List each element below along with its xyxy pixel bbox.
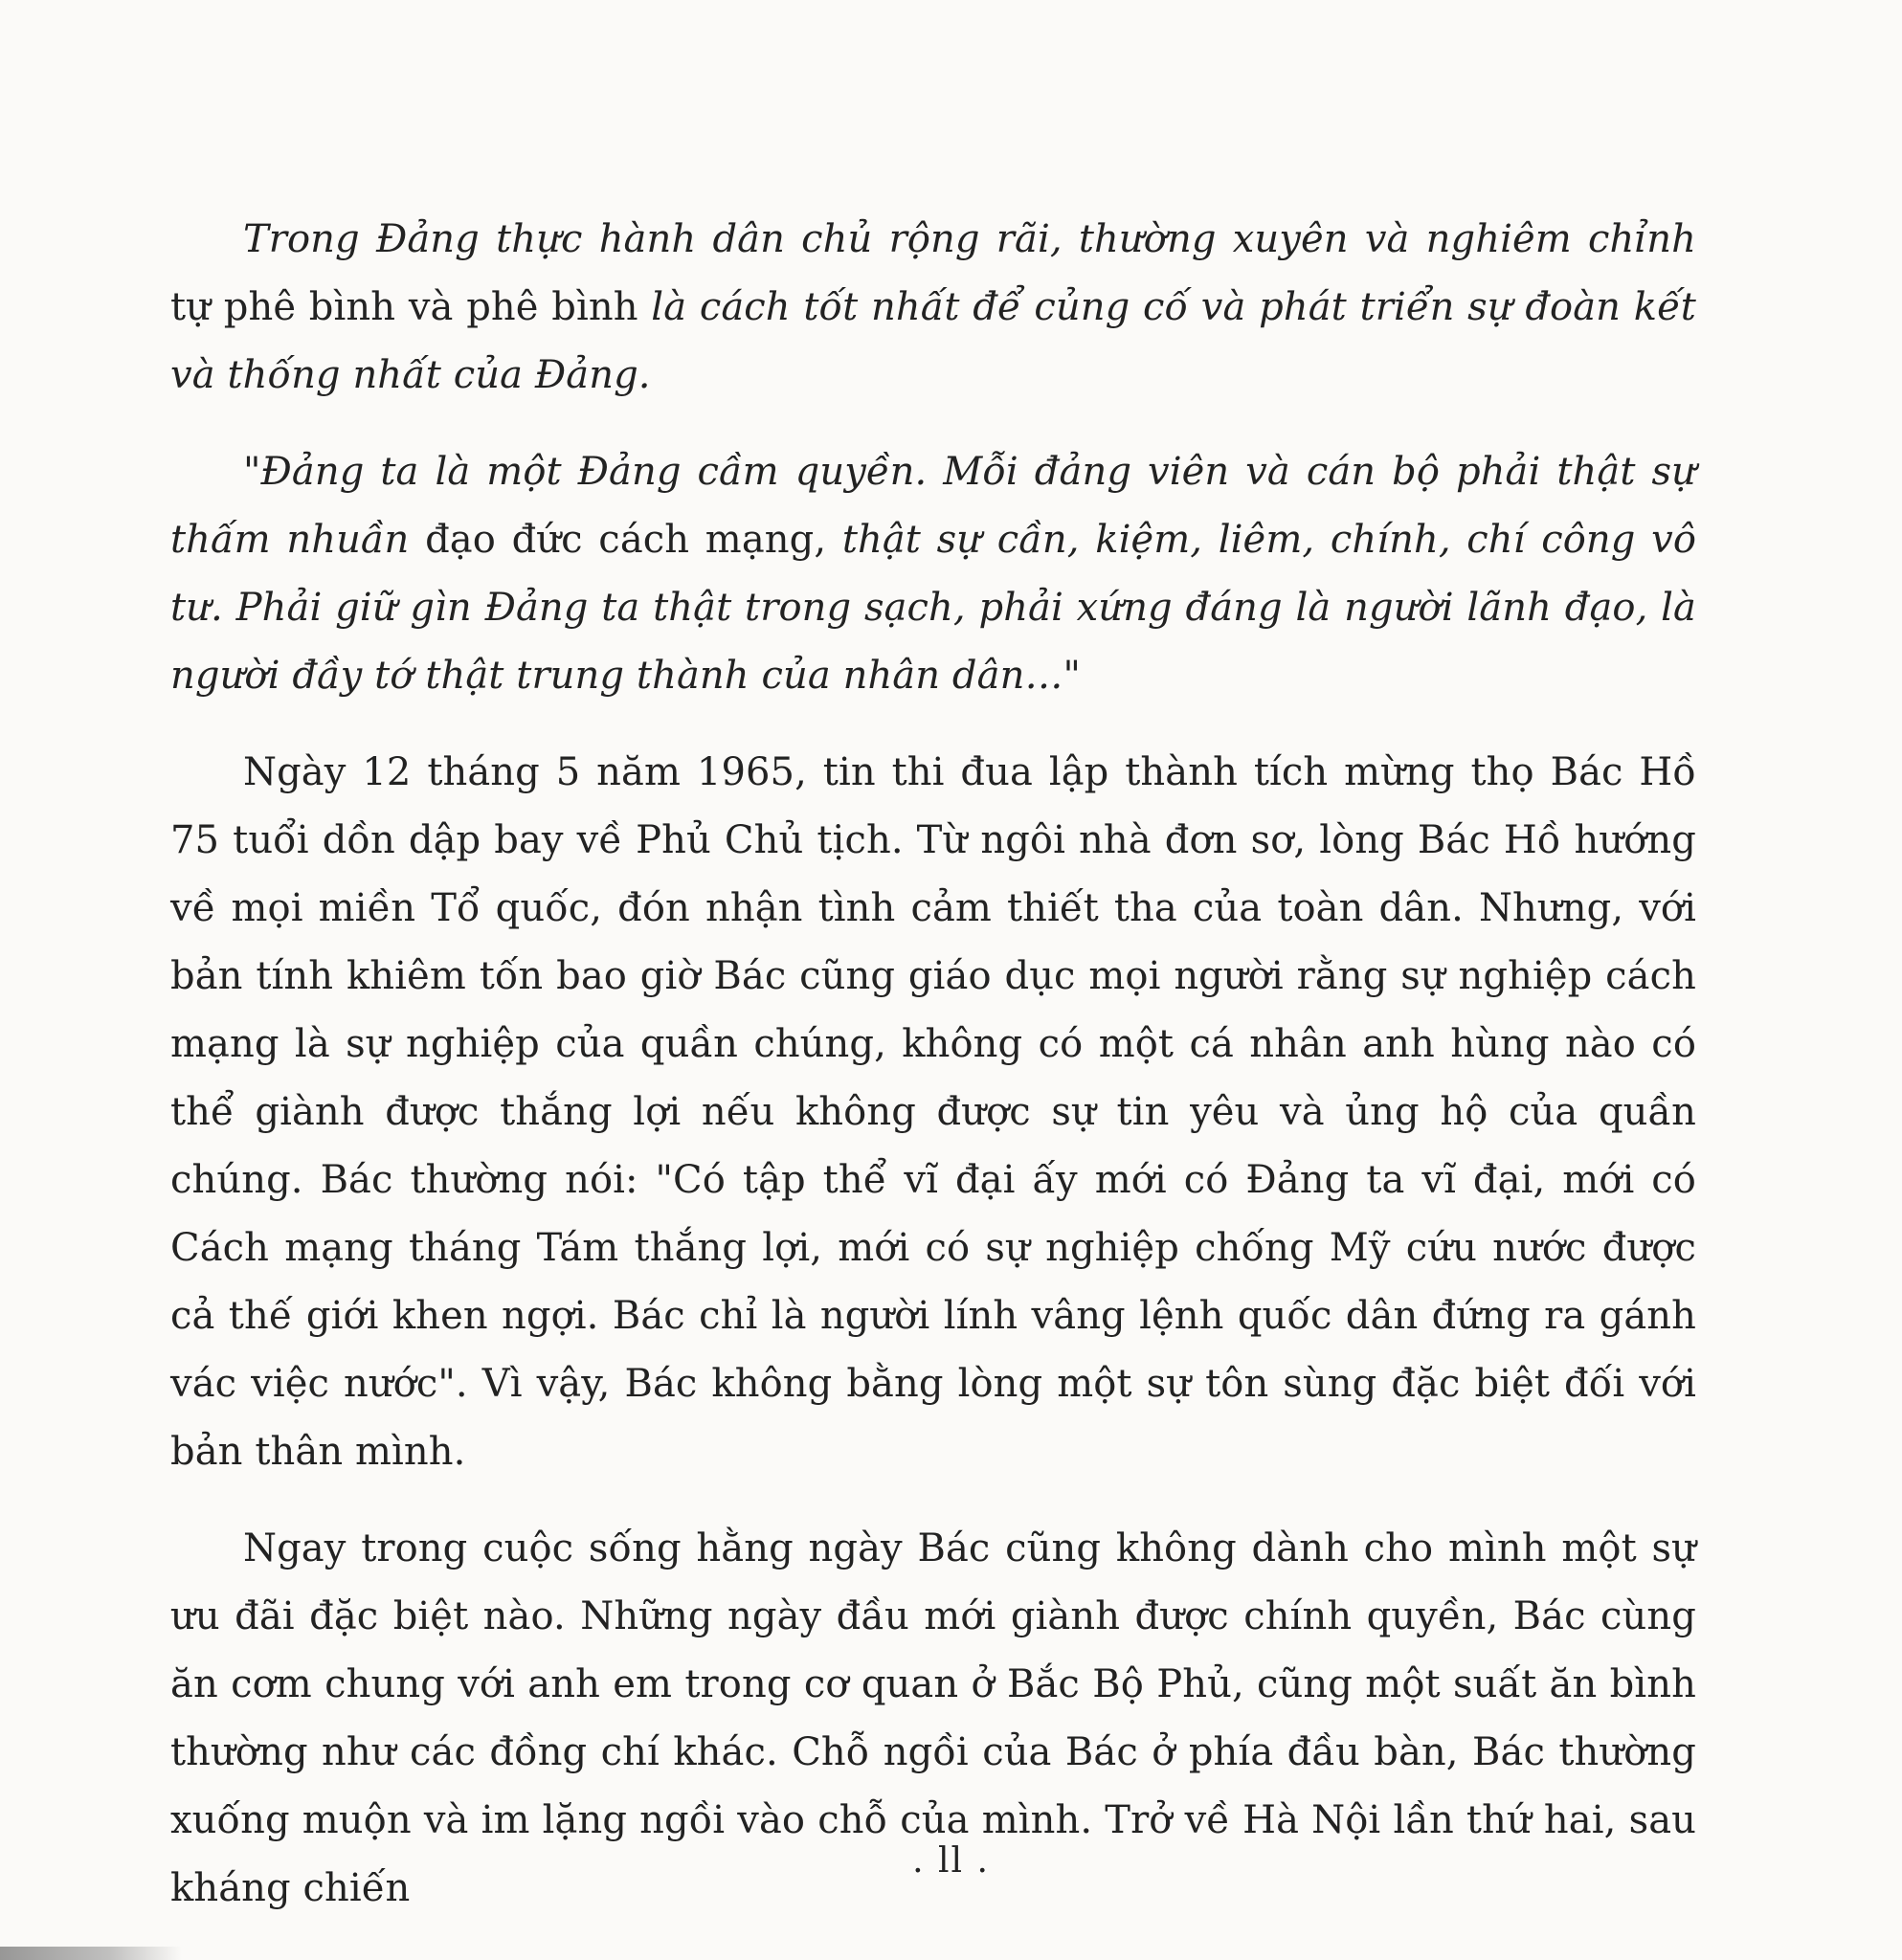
paragraph-2-roman: đạo đức cách mạng,	[425, 518, 842, 562]
page-number: . ll .	[912, 1841, 990, 1881]
paragraph-1	[170, 206, 1696, 410]
paragraph-2-italic-a: "Đảng ta là một Đảng cầm quyền. Mỗi đảng viên và cán bộ phải thật sự thấm nhuần	[170, 450, 1696, 562]
paragraph-3-text: Ngày 12 tháng 5 năm 1965, tin thi đua lập thành tích mừng thọ Bác Hồ 75 tuổi dồn dập bay về Phủ Chủ tịch. Từ ngôi nhà đơn sơ, lòng Bác Hồ hướng về mọi miền Tổ quốc, đón nhận tình cảm thiết tha của toàn dân. Nhưng, với bản tính khiêm tốn bao giờ Bác cũng giáo dục mọi người rằng sự nghiệp cách mạng là sự nghiệp của quần chúng, không có một cá nhân anh hùng nào có thể giành được thắng lợi nếu không được sự tin yêu và ủng hộ của quần chúng. Bác thường nói: "Có tập thể vĩ đại ấy mới có Đảng ta vĩ đại, mới có Cách mạng tháng Tám thắng lợi, mới có sự nghiệp chống Mỹ cứu nước được cả thế giới khen ngợi. Bác chỉ là người lính vâng lệnh quốc dân đứng ra gánh vác việc nước". Vì vậy, Bác không bằng lòng một sự tôn sùng đặc biệt đối với bản thân mình.	[170, 750, 1696, 1474]
paragraph-1-roman: tự phê bình và phê bình	[170, 285, 652, 329]
paragraph-2-italic-b: thật sự cần, kiệm, liêm, chính, chí công vô tư. Phải giữ gìn Đảng ta thật trong sạch, phải xứng đáng là người lãnh đạo, là người đầy tớ thật trung thành của nhân dân…"	[170, 518, 1697, 698]
paragraph-1-italic-a: Trong Đảng thực hành dân chủ rộng rãi, thường xuyên và nghiêm chỉnh	[243, 217, 1696, 261]
page-edge-shadow	[0, 1947, 182, 1960]
paragraph-2-quote	[170, 438, 1696, 710]
paragraph-3	[170, 739, 1696, 1486]
paragraph-4-text: Ngay trong cuộc sống hằng ngày Bác cũng không dành cho mình một sự ưu đãi đặc biệt nào. Những ngày đầu mới giành được chính quyền, Bác cùng ăn cơm chung với anh em trong cơ quan ở Bắc Bộ Phủ, cũng một suất ăn bình thường như các đồng chí khác. Chỗ ngồi của Bác ở phía đầu bàn, Bác thường xuống muộn và im lặng ngồi vào chỗ của mình. Trở về Hà Nội lần thứ hai, sau kháng chiến	[170, 1526, 1696, 1910]
paragraph-1-italic-b: là cách tốt nhất để củng cố và phát triển sự đoàn kết và thống nhất của Đảng.	[170, 285, 1696, 397]
page-body	[170, 206, 1696, 1951]
